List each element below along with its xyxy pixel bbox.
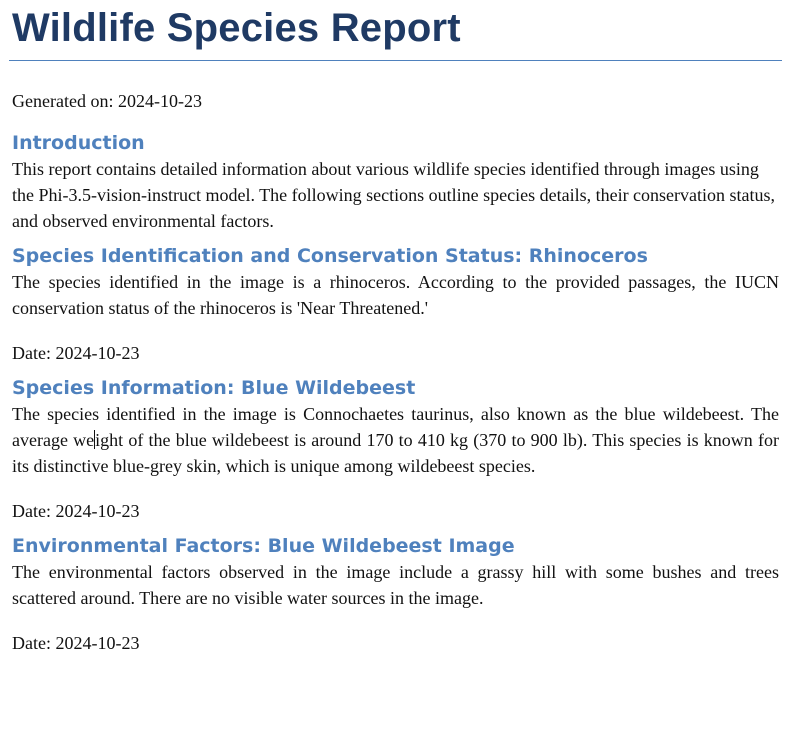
section-heading-rhinoceros: Species Identification and Conservation Status: Rhinoceros xyxy=(12,245,648,267)
introduction-paragraph[interactable]: This report contains detailed information about various wildlife species identified through images using the Phi-3.5-vision-instruct model. The following sections outline species details, their conservation status, and observed environmental factors. xyxy=(12,159,776,231)
generated-date: Generated on: 2024-10-23 xyxy=(12,91,202,111)
environmental-factors-date: Date: 2024-10-23 xyxy=(12,633,140,653)
environmental-factors-paragraph[interactable]: The environmental factors observed in the image include a grassy hill with some bushes and trees scattered around. There are no visible water sources in the image. xyxy=(12,562,779,608)
paragraph-text-after-cursor: ight of the blue wildebeest is around 170 to 410 kg (370 to 900 lb). This species is known for its distinctive blue-grey skin, which is unique among wildebeest species. xyxy=(12,430,779,476)
blue-wildebeest-paragraph[interactable] xyxy=(12,401,779,479)
blue-wildebeest-date: Date: 2024-10-23 xyxy=(12,501,140,521)
report-title: Wildlife Species Report xyxy=(12,6,461,50)
rhinoceros-paragraph[interactable]: The species identified in the image is a rhinoceros. According to the provided passages, the IUCN conservation status of the rhinoceros is 'Near Threatened.' xyxy=(12,272,779,318)
section-heading-blue-wildebeest: Species Information: Blue Wildebeest xyxy=(12,377,416,399)
rhinoceros-date: Date: 2024-10-23 xyxy=(12,343,140,363)
section-heading-environmental-factors: Environmental Factors: Blue Wildebeest Image xyxy=(12,535,515,557)
section-heading-introduction: Introduction xyxy=(12,132,145,154)
title-divider xyxy=(9,60,782,61)
document-page xyxy=(12,0,779,656)
paragraph-text-before-cursor: The species identified in the image is Connochaetes taurinus, also known as the blue wildebeest. The average we xyxy=(12,404,779,450)
